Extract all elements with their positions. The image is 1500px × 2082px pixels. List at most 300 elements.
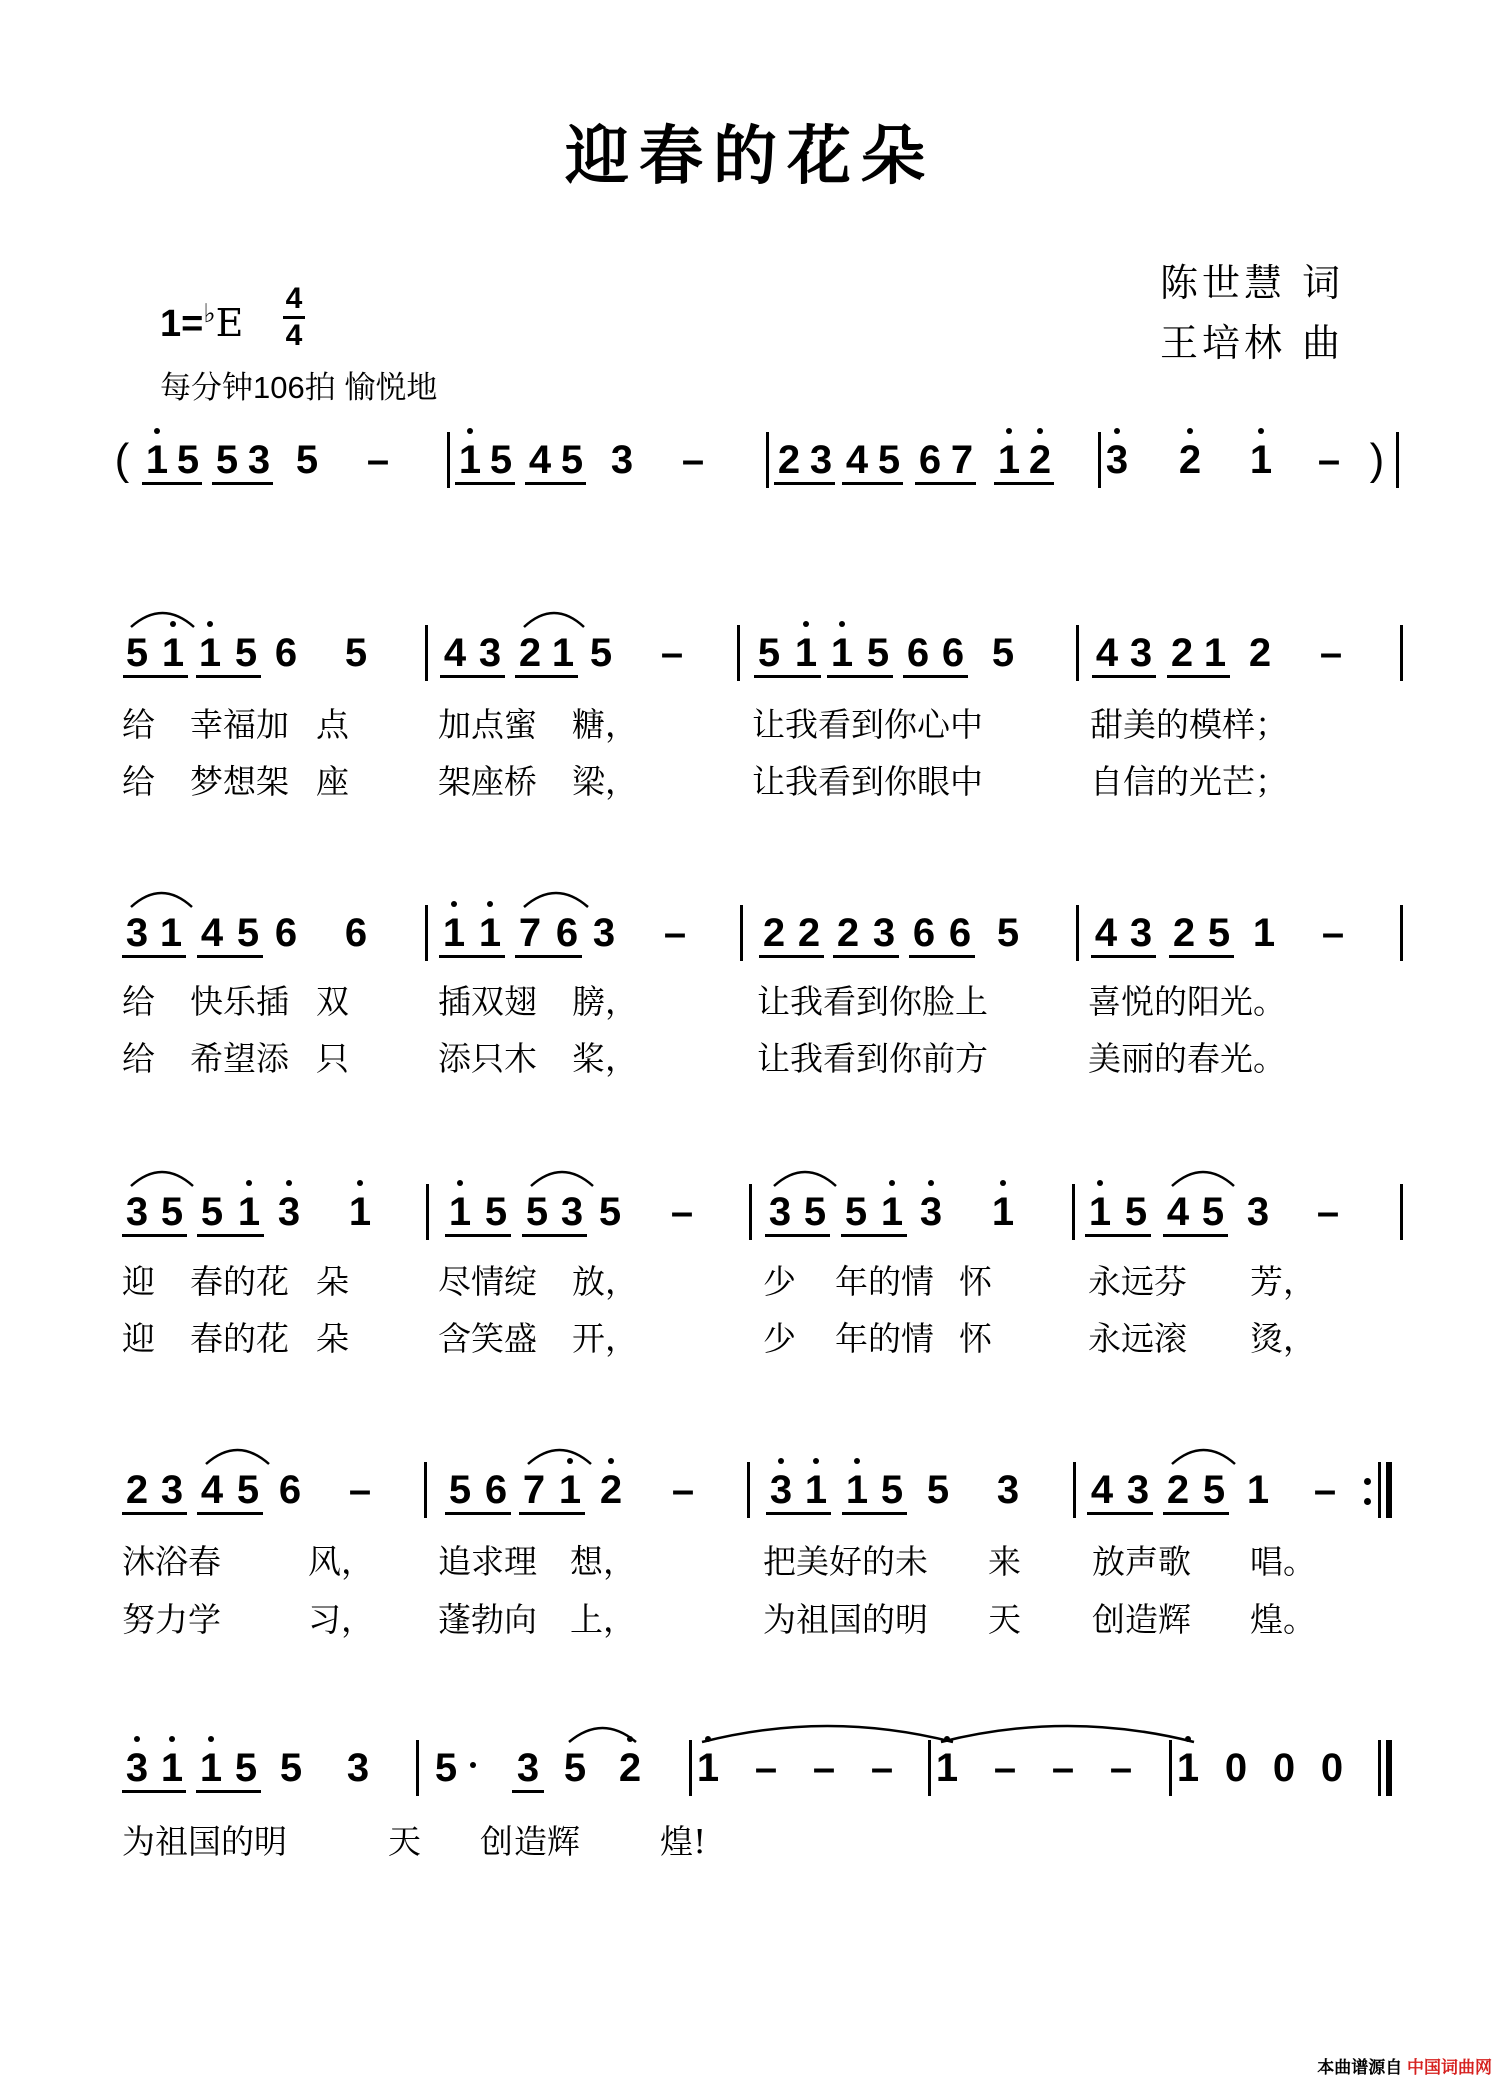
note: 5 xyxy=(489,438,513,482)
beat-underline xyxy=(197,1234,264,1237)
dash: – xyxy=(1316,1190,1340,1234)
lyric-syllable: 让我看到你脸上 xyxy=(757,982,988,1021)
bar-line xyxy=(1076,625,1079,681)
note: 1 xyxy=(696,1746,720,1790)
note: 5 xyxy=(844,1190,868,1234)
octave-dot xyxy=(1185,1736,1191,1742)
note: 3 xyxy=(346,1746,370,1790)
note: 1 xyxy=(804,1468,828,1512)
note: 2 xyxy=(125,1468,149,1512)
lyric-syllable: 春的花 xyxy=(190,1319,289,1358)
note: 5 xyxy=(1201,1190,1225,1234)
octave-dot xyxy=(1114,428,1120,434)
dash: – xyxy=(660,631,684,675)
note: 3 xyxy=(478,631,502,675)
note: 1 xyxy=(1249,438,1273,482)
beat-underline xyxy=(122,1790,186,1793)
lyric-syllable: 煌。 xyxy=(1250,1600,1316,1639)
note: 2 xyxy=(1170,631,1194,675)
note: 5 xyxy=(996,911,1020,955)
bar-line xyxy=(416,1740,419,1796)
repeat-bar-thin xyxy=(1378,1462,1381,1518)
note: 6 xyxy=(274,631,298,675)
lyric-syllable: 迎 xyxy=(122,1319,155,1358)
beat-underline xyxy=(122,1234,187,1237)
note: 4 xyxy=(200,911,224,955)
dash: – xyxy=(671,1468,695,1512)
dash: – xyxy=(670,1190,694,1234)
note: 3 xyxy=(768,1190,792,1234)
note: 1 xyxy=(159,911,183,955)
note: 3 xyxy=(125,1746,149,1790)
beat-underline xyxy=(519,1512,585,1515)
note: 4 xyxy=(200,1468,224,1512)
dash: – xyxy=(870,1746,894,1790)
note: 1 xyxy=(348,1190,372,1234)
paren: ) xyxy=(1369,435,1385,484)
lyric-syllable: 给 xyxy=(122,1039,155,1078)
final-bar-thick xyxy=(1386,1740,1392,1796)
beat-underline xyxy=(827,675,893,678)
note: 5 xyxy=(236,911,260,955)
note: 6 xyxy=(484,1468,508,1512)
beat-underline xyxy=(196,1790,261,1793)
repeat-bar-thick xyxy=(1386,1462,1392,1518)
lyric-syllable: 糖， xyxy=(572,705,638,744)
note: 2 xyxy=(762,911,786,955)
note: 3 xyxy=(996,1468,1020,1512)
dash: – xyxy=(348,1468,372,1512)
note: 1 xyxy=(145,438,169,482)
note: 3 xyxy=(516,1746,540,1790)
lyric-syllable: 迎 xyxy=(122,1262,155,1301)
note: 6 xyxy=(278,1468,302,1512)
note: 2 xyxy=(777,438,801,482)
lyric-syllable: 沐浴春 xyxy=(122,1542,221,1581)
beat-underline xyxy=(515,675,578,678)
octave-dot xyxy=(944,1736,950,1742)
lyric-syllable: 开， xyxy=(572,1319,638,1358)
lyric-syllable: 芳， xyxy=(1250,1262,1316,1301)
bar-line xyxy=(1073,1462,1076,1518)
note: 1 xyxy=(845,1468,869,1512)
octave-dot xyxy=(208,1736,214,1742)
lyric-syllable: 努力学 xyxy=(122,1600,221,1639)
beat-underline xyxy=(759,955,824,958)
lyric-syllable: 朵 xyxy=(316,1262,349,1301)
bar-line xyxy=(447,432,450,488)
note: 2 xyxy=(518,631,542,675)
octave-dot xyxy=(889,1180,895,1186)
lyric-syllable: 加点蜜 xyxy=(438,705,537,744)
bar-line xyxy=(747,1462,750,1518)
bar-line xyxy=(749,1184,752,1240)
time-signature-denominator: 4 xyxy=(285,319,303,352)
lyric-syllable: 快乐插 xyxy=(190,982,289,1021)
octave-dot xyxy=(451,901,457,907)
beat-underline xyxy=(455,482,515,485)
beat-underline xyxy=(122,955,186,958)
lyric-syllable: 永远芬 xyxy=(1088,1262,1187,1301)
note: 1 xyxy=(935,1746,959,1790)
footer-site-name: 中国词曲网 xyxy=(1407,2058,1492,2077)
bar-line xyxy=(426,1184,429,1240)
flat-symbol: ♭ xyxy=(203,298,216,328)
note: 5 xyxy=(448,1468,472,1512)
bar-line xyxy=(1076,905,1079,961)
repeat-dot xyxy=(1364,1498,1371,1505)
note: 3 xyxy=(125,1190,149,1234)
lyric-syllable: 把美好的未 xyxy=(763,1542,928,1581)
note: 3 xyxy=(872,911,896,955)
beat-underline xyxy=(1092,675,1156,678)
octave-dot xyxy=(608,1458,614,1464)
note: 1 xyxy=(794,631,818,675)
augmentation-dot xyxy=(470,1762,476,1768)
beat-underline xyxy=(754,675,821,678)
note: 3 xyxy=(560,1190,584,1234)
note: 4 xyxy=(1094,911,1118,955)
bar-line xyxy=(1169,1740,1172,1796)
note: 3 xyxy=(769,1468,793,1512)
bar-line xyxy=(424,1462,427,1518)
note: 2 xyxy=(1166,1468,1190,1512)
bar-line xyxy=(1072,1184,1075,1240)
octave-dot xyxy=(1037,428,1043,434)
note: 3 xyxy=(610,438,634,482)
lyric-syllable: 习， xyxy=(308,1600,374,1639)
note: 6 xyxy=(344,911,368,955)
note: 3 xyxy=(1246,1190,1270,1234)
bar-line xyxy=(740,905,743,961)
lyric-syllable: 烫， xyxy=(1250,1319,1316,1358)
note: 7 xyxy=(518,911,542,955)
note: 5 xyxy=(434,1746,458,1790)
note: 1 xyxy=(448,1190,472,1234)
beat-underline xyxy=(440,675,505,678)
lyric-syllable: 创造辉 xyxy=(1092,1600,1191,1639)
note: 5 xyxy=(160,1190,184,1234)
dash: – xyxy=(1109,1746,1133,1790)
bar-line xyxy=(1396,432,1399,488)
lyric-syllable: 只 xyxy=(316,1039,349,1078)
lyric-syllable: 给 xyxy=(122,982,155,1021)
bar-line xyxy=(766,432,769,488)
note: 2 xyxy=(618,1746,642,1790)
beat-underline xyxy=(765,1234,830,1237)
octave-dot xyxy=(567,1458,573,1464)
note: 1 xyxy=(558,1468,582,1512)
note: 5 xyxy=(757,631,781,675)
lyric-syllable: 来 xyxy=(988,1542,1021,1581)
dash: – xyxy=(1317,438,1341,482)
beat-underline xyxy=(196,675,261,678)
beat-underline xyxy=(1169,955,1234,958)
beat-underline xyxy=(842,1512,907,1515)
bar-line xyxy=(928,1740,931,1796)
lyric-syllable: 尽情绽 xyxy=(438,1262,537,1301)
octave-dot xyxy=(928,1180,934,1186)
key-prefix: 1= xyxy=(160,303,204,345)
octave-dot xyxy=(1006,428,1012,434)
lyric-syllable: 希望添 xyxy=(190,1039,289,1078)
note: 5 xyxy=(803,1190,827,1234)
bar-line xyxy=(737,625,740,681)
lyric-syllable: 甜美的模样； xyxy=(1090,705,1288,744)
note: 2 xyxy=(836,911,860,955)
lyric-syllable: 风， xyxy=(308,1542,374,1581)
bar-line xyxy=(425,625,428,681)
note: 5 xyxy=(1124,1190,1148,1234)
lyric-syllable: 幸福加 xyxy=(190,705,289,744)
note: 1 xyxy=(161,631,185,675)
note: 6 xyxy=(918,438,942,482)
note: 1 xyxy=(1246,1468,1270,1512)
lyric-syllable: 朵 xyxy=(316,1319,349,1358)
octave-dot xyxy=(1258,428,1264,434)
note: 1 xyxy=(478,911,502,955)
beat-underline xyxy=(445,1512,511,1515)
lyric-syllable: 创 xyxy=(480,1822,513,1861)
beat-underline xyxy=(994,482,1054,485)
note: 3 xyxy=(125,911,149,955)
octave-dot xyxy=(487,901,493,907)
lyric-syllable: 年的情 xyxy=(835,1262,934,1301)
lyric-syllable: 想， xyxy=(570,1542,636,1581)
note: 5 xyxy=(176,438,200,482)
lyric-syllable: 煌! xyxy=(660,1822,707,1861)
bar-line xyxy=(425,905,428,961)
note: 4 xyxy=(1095,631,1119,675)
lyric-syllable: 追求理 xyxy=(438,1542,537,1581)
note: 5 xyxy=(525,1190,549,1234)
beat-underline xyxy=(766,1512,831,1515)
note: 5 xyxy=(926,1468,950,1512)
note: 2 xyxy=(1178,438,1202,482)
beat-underline xyxy=(123,675,188,678)
octave-dot xyxy=(170,621,176,627)
paren: ( xyxy=(114,435,130,484)
lyric-syllable: 让我看到你眼中 xyxy=(752,762,983,801)
beat-underline xyxy=(1091,955,1156,958)
dash: – xyxy=(1051,1746,1075,1790)
note: 0 xyxy=(1320,1746,1344,1790)
note: 2 xyxy=(599,1468,623,1512)
note: 5 xyxy=(295,438,319,482)
dash: – xyxy=(754,1746,778,1790)
note: 3 xyxy=(809,438,833,482)
note: 6 xyxy=(912,911,936,955)
beat-underline xyxy=(439,955,505,958)
repeat-dot xyxy=(1364,1478,1371,1485)
lyric-syllable: 架座桥 xyxy=(438,762,537,801)
octave-dot xyxy=(207,621,213,627)
octave-dot xyxy=(854,1458,860,1464)
note: 1 xyxy=(1088,1190,1112,1234)
octave-dot xyxy=(839,621,845,627)
beat-underline xyxy=(833,955,899,958)
note: 1 xyxy=(1176,1746,1200,1790)
final-bar-thin xyxy=(1378,1740,1381,1796)
note: 3 xyxy=(1129,631,1153,675)
note: 5 xyxy=(877,438,901,482)
note: 0 xyxy=(1272,1746,1296,1790)
lyric-syllable: 年的情 xyxy=(835,1319,934,1358)
lyric-syllable: 让我看到你心中 xyxy=(752,705,983,744)
octave-dot xyxy=(246,1180,252,1186)
page-title: 迎春的花朵 xyxy=(565,119,935,194)
lyric-syllable: 怀 xyxy=(959,1319,992,1358)
beat-underline xyxy=(1167,675,1230,678)
note: 3 xyxy=(160,1468,184,1512)
lyric-syllable: 桨， xyxy=(572,1039,638,1078)
note: 5 xyxy=(1202,1468,1226,1512)
lyric-syllable: 自信的光芒； xyxy=(1090,762,1288,801)
note: 2 xyxy=(1172,911,1196,955)
dash: – xyxy=(993,1746,1017,1790)
beat-underline xyxy=(212,482,273,485)
lyric-syllable: 梦想架 xyxy=(190,762,289,801)
octave-dot xyxy=(1187,428,1193,434)
bar-line xyxy=(689,1740,692,1796)
octave-dot xyxy=(627,1736,633,1742)
note: 3 xyxy=(1105,438,1129,482)
octave-dot xyxy=(286,1180,292,1186)
lyricist-credit: 陈世慧 词 xyxy=(1160,261,1345,305)
dash: – xyxy=(1313,1468,1337,1512)
note: 3 xyxy=(247,438,271,482)
beat-underline xyxy=(909,955,975,958)
beat-underline xyxy=(445,1234,511,1237)
beat-underline xyxy=(522,1234,587,1237)
lyric-syllable: 天 xyxy=(988,1600,1021,1639)
note: 2 xyxy=(1248,631,1272,675)
note: 3 xyxy=(919,1190,943,1234)
lyric-syllable: 唱。 xyxy=(1250,1542,1316,1581)
note: 5 xyxy=(344,631,368,675)
lyric-syllable: 为祖国的明 xyxy=(122,1822,287,1861)
octave-dot xyxy=(134,1736,140,1742)
bar-line xyxy=(1400,1184,1403,1240)
note: 5 xyxy=(125,631,149,675)
note: 7 xyxy=(950,438,974,482)
note: 1 xyxy=(458,438,482,482)
tempo-marking: 每分钟106拍 愉悦地 xyxy=(160,370,438,405)
octave-dot xyxy=(357,1180,363,1186)
note: 5 xyxy=(1207,911,1231,955)
bar-line xyxy=(1400,905,1403,961)
note: 6 xyxy=(948,911,972,955)
lyric-syllable: 膀， xyxy=(572,982,638,1021)
lyric-syllable: 座 xyxy=(316,762,349,801)
note: 2 xyxy=(797,911,821,955)
note: 1 xyxy=(1203,631,1227,675)
beat-underline xyxy=(1163,1512,1229,1515)
octave-dot xyxy=(778,1458,784,1464)
lyric-syllable: 上， xyxy=(570,1600,636,1639)
note: 3 xyxy=(1129,911,1153,955)
composer-credit: 王培林 曲 xyxy=(1160,321,1345,365)
lyric-syllable: 少 xyxy=(763,1319,796,1358)
lyric-syllable: 怀 xyxy=(959,1262,992,1301)
lyric-syllable: 永远滚 xyxy=(1088,1319,1187,1358)
time-signature-numerator: 4 xyxy=(285,282,303,315)
octave-dot xyxy=(1097,1180,1103,1186)
beat-underline xyxy=(1085,1234,1151,1237)
beat-underline xyxy=(122,1512,187,1515)
note: 1 xyxy=(237,1190,261,1234)
note: 4 xyxy=(443,631,467,675)
lyric-syllable: 给 xyxy=(122,705,155,744)
lyric-syllable: 点 xyxy=(316,705,349,744)
lyric-syllable: 含笑盛 xyxy=(438,1319,537,1358)
lyric-syllable: 放， xyxy=(572,1262,638,1301)
note: 1 xyxy=(198,631,222,675)
note: 3 xyxy=(592,911,616,955)
lyric-syllable: 梁， xyxy=(572,762,638,801)
note: 1 xyxy=(830,631,854,675)
octave-dot xyxy=(467,428,473,434)
key-note: E xyxy=(215,301,244,345)
beat-underline xyxy=(525,482,586,485)
footer-source xyxy=(1317,2053,1492,2078)
bar-line xyxy=(1098,432,1101,488)
note: 5 xyxy=(991,631,1015,675)
note: 1 xyxy=(551,631,575,675)
dash: – xyxy=(1319,631,1343,675)
note: 1 xyxy=(442,911,466,955)
dash: – xyxy=(681,438,705,482)
beat-underline xyxy=(515,955,582,958)
note: 5 xyxy=(589,631,613,675)
beat-underline xyxy=(197,955,263,958)
note: 5 xyxy=(236,1468,260,1512)
lyric-syllable: 添只木 xyxy=(438,1039,537,1078)
note: 4 xyxy=(1090,1468,1114,1512)
note: 5 xyxy=(484,1190,508,1234)
octave-dot xyxy=(154,428,160,434)
octave-dot xyxy=(803,621,809,627)
beat-underline xyxy=(841,1234,907,1237)
beat-underline xyxy=(142,482,202,485)
beat-underline xyxy=(512,1790,544,1793)
lyric-syllable: 为祖国的明 xyxy=(763,1600,928,1639)
note: 1 xyxy=(1252,911,1276,955)
lyric-syllable: 给 xyxy=(122,762,155,801)
lyric-syllable: 美丽的春光。 xyxy=(1088,1039,1286,1078)
bar-line xyxy=(1400,625,1403,681)
note: 5 xyxy=(880,1468,904,1512)
beat-underline xyxy=(842,482,903,485)
beat-underline xyxy=(915,482,976,485)
note: 6 xyxy=(555,911,579,955)
octave-dot xyxy=(1000,1180,1006,1186)
note: 1 xyxy=(991,1190,1015,1234)
lyric-syllable: 蓬勃向 xyxy=(438,1600,537,1639)
note: 5 xyxy=(234,1746,258,1790)
note: 2 xyxy=(1028,438,1052,482)
note: 5 xyxy=(560,438,584,482)
note: 4 xyxy=(528,438,552,482)
note: 7 xyxy=(522,1468,546,1512)
dash: – xyxy=(812,1746,836,1790)
beat-underline xyxy=(197,1512,263,1515)
note: 5 xyxy=(598,1190,622,1234)
note: 1 xyxy=(160,1746,184,1790)
beat-underline xyxy=(1163,1234,1228,1237)
note: 1 xyxy=(199,1746,223,1790)
note: 5 xyxy=(563,1746,587,1790)
